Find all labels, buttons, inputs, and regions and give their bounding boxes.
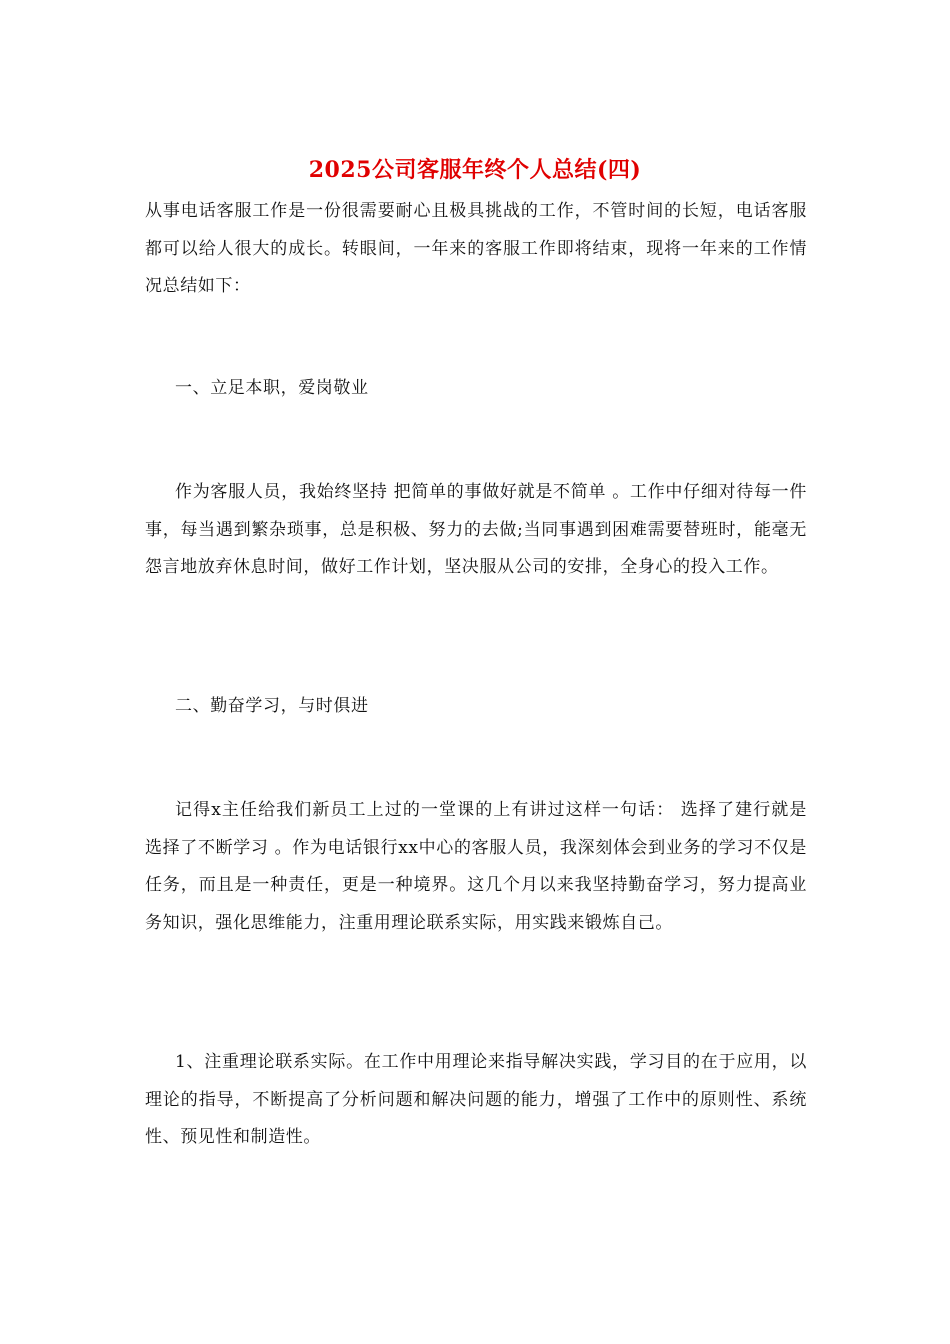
section-2-paragraph: 记得x主任给我们新员工上过的一堂课的上有讲过这样一句话： 选择了建行就是选择了不断学习 。作为电话银行xx中心的客服人员，我深刻体会到业务的学习不仅是任务，而且是一种责任，更是一种境界。这几个月以来我坚持勤奋学习，努力提高业务知识，强化思维能力，注重用理论联系实际，用实践来锻炼自己。	[145, 800, 807, 933]
intro-paragraph: 从事电话客服工作是一份很需要耐心且极具挑战的工作，不管时间的长短，电话客服都可以给人很大的成长。转眼间，一年来的客服工作即将结束，现将一年来的工作情况总结如下：	[145, 201, 807, 296]
section-1-heading: 一、立足本职，爱岗敬业	[175, 378, 369, 398]
point-1-paragraph: 1、注重理论联系实际。在工作中用理论来指导解决实践，学习目的在于应用，以理论的指导，不断提高了分析问题和解决问题的能力，增强了工作中的原则性、系统性、预见性和制造性。	[145, 1052, 807, 1147]
section-1-paragraph: 作为客服人员，我始终坚持 把简单的事做好就是不简单 。工作中仔细对待每一件事，每当遇到繁杂琐事，总是积极、努力的去做;当同事遇到困难需要替班时，能毫无怨言地放弃休息时间，做好工作计划，坚决服从公司的安排，全身心的投入工作。	[145, 482, 807, 577]
section-2-heading: 二、勤奋学习，与时俱进	[175, 696, 369, 716]
document-title: 2025公司客服年终个人总结(四)	[308, 157, 642, 183]
